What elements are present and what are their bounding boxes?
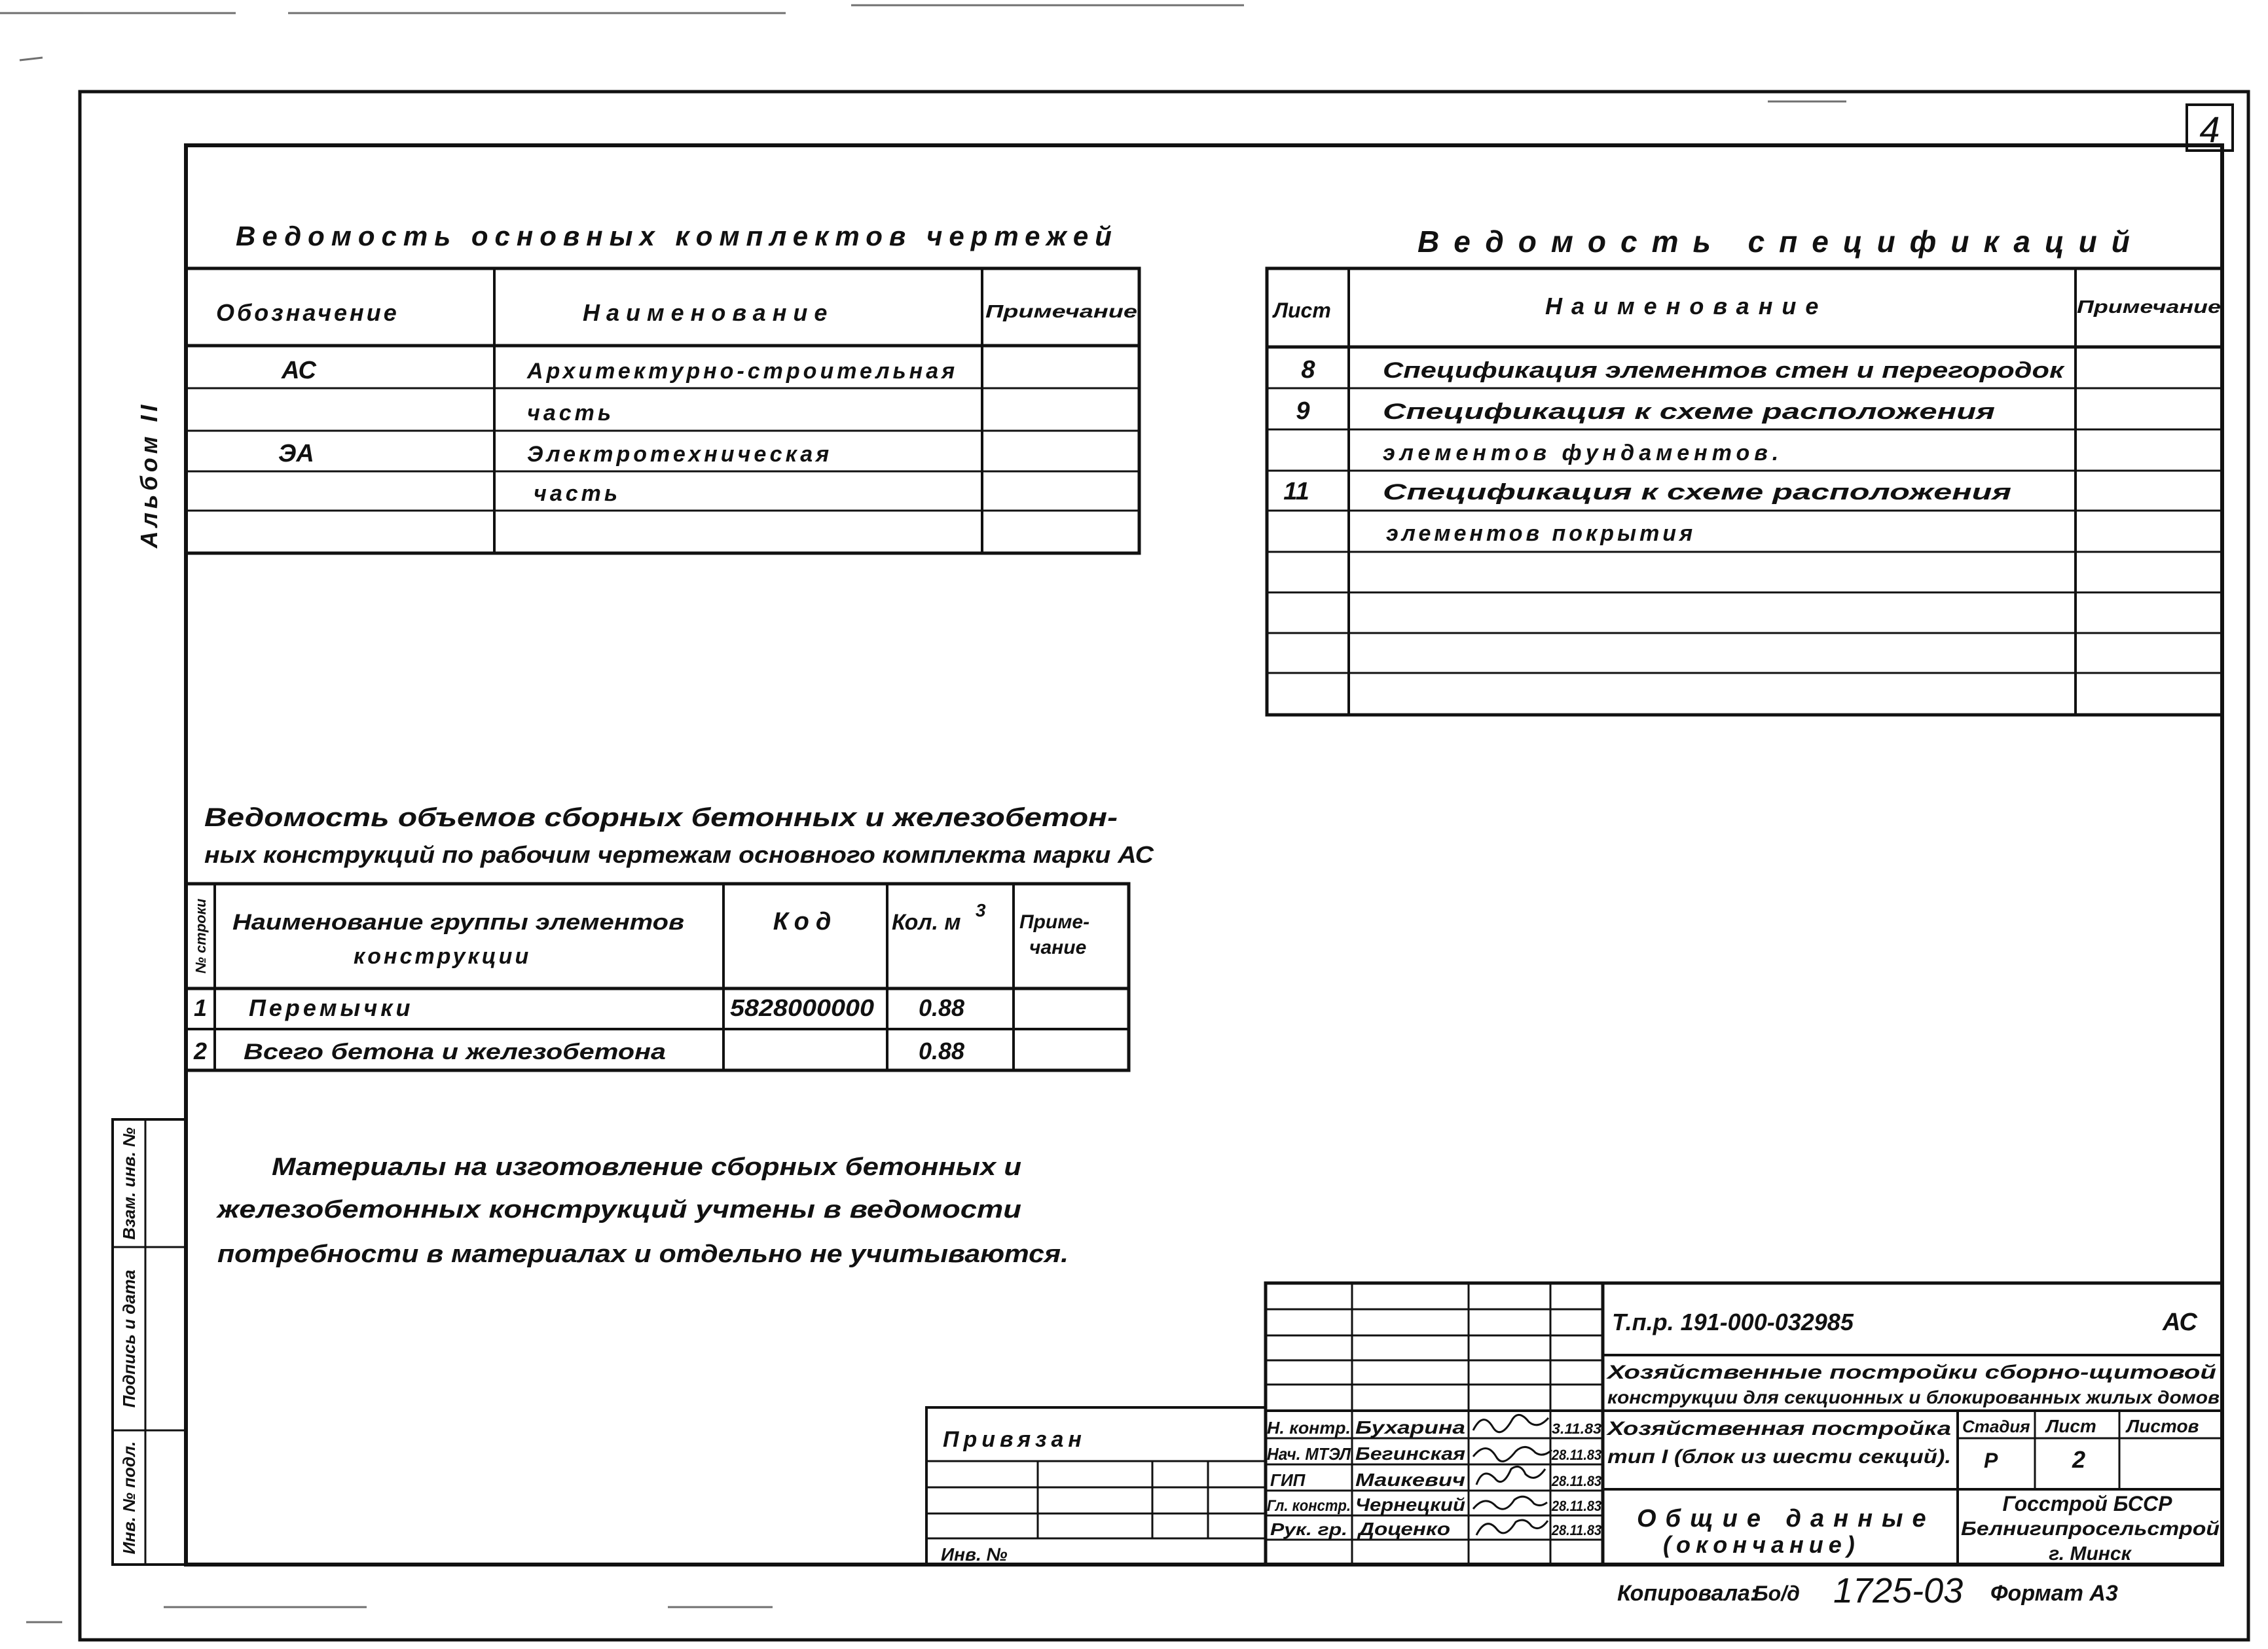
drawing-sets-row-designation: ЭА (278, 440, 314, 467)
footer (1617, 1571, 2118, 1610)
title-block-sheet-title-2: (окончание) (1663, 1531, 1860, 1558)
title-block-object-line2: тип I (блок из шести секций). (1607, 1446, 1951, 1468)
title-block (1266, 1283, 2222, 1565)
volumes-row-name: Перемычки (249, 994, 414, 1021)
staff-date: 28.11.83 (1551, 1473, 1601, 1489)
drawing-sets-title: Ведомость основных комплектов чертежей (236, 221, 1118, 251)
drawing-sets-header-designation: Обозначение (216, 299, 399, 326)
title-block-sheet-label: Лист (2046, 1416, 2096, 1436)
specifications-row-name: элементов фундаментов. (1383, 441, 1783, 465)
staff-name: Бегинская (1355, 1443, 1465, 1464)
volumes-schedule (186, 803, 1154, 1070)
volumes-header-note-1: Приме- (1019, 911, 1090, 933)
title-block-object-line1: Хозяйственная постройка (1605, 1418, 1951, 1440)
title-block-sheets-label: Листов (2127, 1416, 2199, 1436)
drawing-sets-header-name: Наименование (583, 299, 834, 326)
drawing-sets-row-name: Электротехническая (527, 442, 833, 467)
specifications-header-note: Примечание (2077, 297, 2221, 317)
staff-role: Рук. гр. (1270, 1519, 1347, 1539)
staff-role: Нач. МТЭЛ (1267, 1444, 1352, 1464)
specifications-header-name: Наименование (1545, 293, 1828, 319)
volumes-header-row-number: № строки (192, 898, 209, 974)
binding-inventory: Инв. № (941, 1544, 1008, 1565)
volumes-row-name: Всего бетона и железобетона (244, 1040, 666, 1064)
side-stamp-signature-date: Подпись и дата (119, 1269, 139, 1408)
staff-role: ГИП (1270, 1470, 1306, 1490)
title-block-project-line2: конструкции для секционных и блокированных жилых домов (1607, 1387, 2220, 1407)
note-line-2: железобетонных конструкций учтены в ведомости (215, 1196, 1021, 1223)
volumes-title-line1: Ведомость объемов сборных бетонных и железобетон- (204, 803, 1118, 832)
drawing-sets-row-designation: АС (282, 357, 316, 384)
side-stamp-orig-inv: Инв. № подл. (119, 1441, 139, 1555)
volumes-row-qty: 0.88 (918, 1038, 965, 1064)
specifications-row-sheet: 9 (1296, 397, 1310, 425)
staff-date: 28.11.83 (1551, 1522, 1601, 1538)
volumes-row-code: 5828000000 (730, 994, 874, 1021)
title-block-project-line1: Хозяйственные постройки сборно-щитовой (1605, 1362, 2216, 1383)
title-block-sheet: 2 (2072, 1446, 2086, 1473)
volumes-header-name-2: конструкции (354, 944, 532, 969)
specifications-row-sheet: 11 (1283, 478, 1309, 505)
drawing-sets-row-name: часть (527, 401, 615, 426)
footer-copied: Копировала: (1617, 1581, 1758, 1606)
volumes-header-qty-exponent: 3 (976, 900, 986, 920)
side-stamp (113, 1119, 186, 1565)
staff-name: Маикевич (1355, 1470, 1465, 1490)
general-note (216, 1153, 1069, 1268)
specifications-row-name: элементов покрытия (1386, 521, 1696, 546)
staff-role: Гл. констр. (1267, 1497, 1351, 1515)
specifications-row-sheet: 8 (1301, 356, 1315, 384)
title-block-org-line2: Белнигипросельстрой (1961, 1518, 2220, 1540)
staff-signatures (1473, 1415, 1552, 1535)
footer-format: Формат А3 (1990, 1581, 2118, 1606)
footer-copied-signature: Бо/д (1753, 1582, 1800, 1605)
title-block-stage: Р (1984, 1449, 1998, 1472)
note-line-1: Материалы на изготовление сборных бетонных и (272, 1153, 1021, 1181)
specifications-header-sheet: Лист (1273, 299, 1331, 322)
staff-name: Доценко (1357, 1519, 1450, 1539)
drawing-sets-row-name: часть (534, 481, 621, 506)
staff-name: Чернецкий (1355, 1495, 1465, 1515)
title-block-org-line3: г. Минск (2049, 1543, 2131, 1565)
specifications-row-name: Спецификация к схеме расположения (1383, 480, 2011, 505)
footer-number: 1725-03 (1833, 1571, 1964, 1610)
note-line-3: потребности в материалах и отдельно не учитываются. (217, 1241, 1069, 1268)
title-block-org-line1: Госстрой БССР (2002, 1492, 2172, 1515)
volumes-header-note-2: чание (1029, 937, 1087, 958)
staff-name: Бухарина (1355, 1417, 1465, 1438)
specifications-row-name: Спецификация к схеме расположения (1383, 399, 1995, 424)
side-stamp-replace-inv: Взам. инв. № (119, 1127, 139, 1240)
volumes-header-name-1: Наименование группы элементов (232, 910, 684, 935)
title-block-code: Т.п.р. 191-000-032985 (1612, 1309, 1854, 1335)
drawing-sets-header-note: Примечание (985, 301, 1137, 321)
binding-block (926, 1407, 1266, 1565)
staff-date: 28.11.83 (1551, 1498, 1601, 1514)
specifications-schedule (1267, 225, 2222, 715)
drawing-sets-row-name: Архитектурно-строительная (527, 359, 959, 384)
volumes-title-line2: ных конструкций по рабочим чертежам основного комплекта марки АС (204, 841, 1155, 868)
staff-date: 3.11.83 (1552, 1421, 1601, 1437)
title-block-stage-label: Стадия (1962, 1417, 2030, 1436)
volumes-row-number: 1 (193, 994, 208, 1021)
title-block-sheet-title-1: Общие данные (1637, 1505, 1935, 1532)
sheet-number: 4 (2199, 109, 2220, 150)
volumes-header-code: Код (773, 908, 838, 935)
title-block-mark: АС (2163, 1309, 2197, 1336)
binding-title: Привязан (943, 1427, 1086, 1452)
specifications-row-name: Спецификация элементов стен и перегородок (1383, 358, 2066, 383)
specifications-title: Ведомость спецификаций (1418, 225, 2144, 259)
staff-date: 28.11.83 (1551, 1447, 1601, 1463)
volumes-row-number: 2 (193, 1038, 208, 1064)
volumes-header-qty: Кол. м (892, 910, 961, 935)
volumes-row-qty: 0.88 (918, 994, 965, 1021)
album-label: Альбом II (136, 401, 162, 549)
drawing-sets-schedule (186, 221, 1139, 553)
staff-role: Н. контр. (1267, 1418, 1351, 1438)
